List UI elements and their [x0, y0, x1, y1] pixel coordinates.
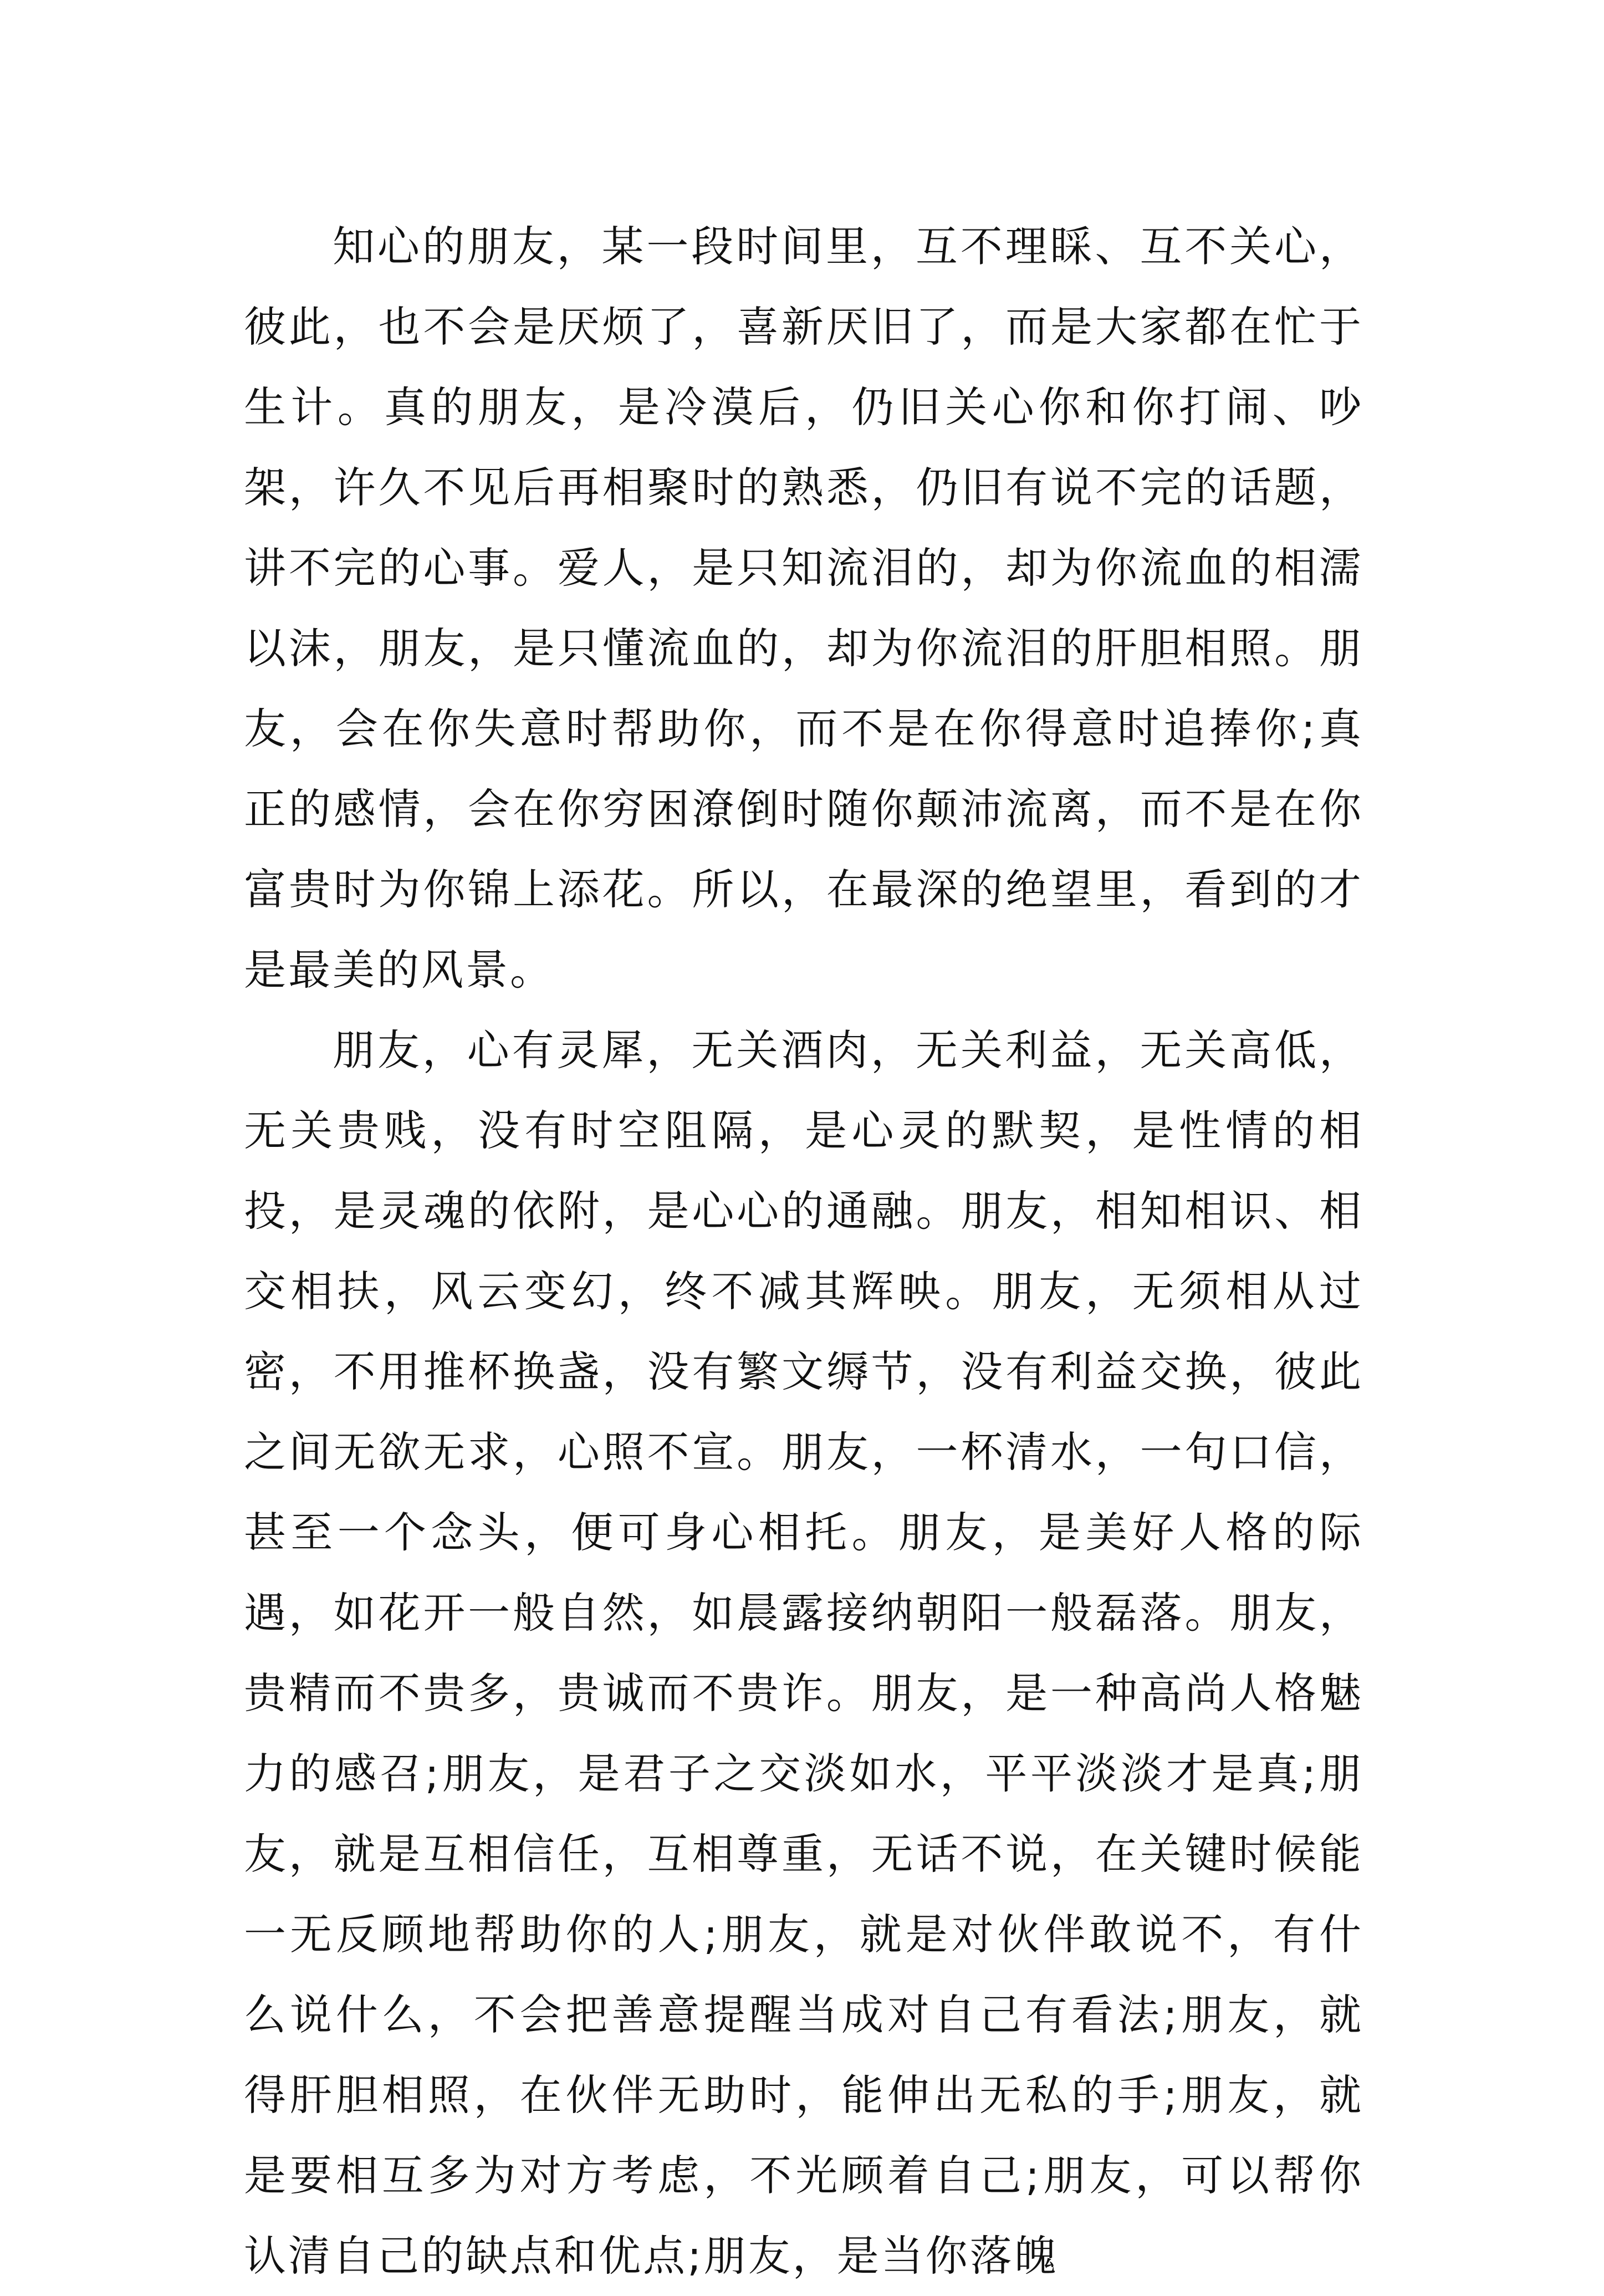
- paragraph-2: 朋友，心有灵犀，无关酒肉，无关利益，无关高低，无关贵贱，没有时空阻隔，是心灵的默契，是性情的相投，是灵魂的依附，是心心的通融。朋友，相知相识、相交相扶，风云变幻，终不减其辉映。朋友，无须相从过密，不用推杯换盏，没有繁文缛节，没有利益交换，彼此之间无欲无求，心照不宣。朋友，一杯清水，一句口信，甚至一个念头，便可身心相托。朋友，是美好人格的际遇，如花开一般自然，如晨露接纳朝阳一般磊落。朋友，贵精而不贵多，贵诚而不贵诈。朋友，是一种高尚人格魅力的感召;朋友，是君子之交淡如水，平平淡淡才是真;朋友，就是互相信任，互相尊重，无话不说，在关键时候能一无反顾地帮助你的人;朋友，就是对伙伴敢说不，有什么说什么，不会把善意提醒当成对自己有看法;朋友，就得肝胆相照，在伙伴无助时，能伸出无私的手;朋友，就是要相互多为对方考虑，不光顾着自己;朋友，可以帮你认清自己的缺点和优点;朋友，是当你落魄: [244, 1025, 1363, 2280]
- body-text: [244, 206, 1363, 2296]
- paragraph-1: 知心的朋友，某一段时间里，互不理睬、互不关心，彼此，也不会是厌烦了，喜新厌旧了，而是大家都在忙于生计。真的朋友，是冷漠后，仍旧关心你和你打闹、吵架，许久不见后再相聚时的熟悉，仍旧有说不完的话题，讲不完的心事。爱人，是只知流泪的，却为你流血的相濡以沫，朋友，是只懂流血的，却为你流泪的肝胆相照。朋友，会在你失意时帮助你，而不是在你得意时追捧你;真正的感情，会在你穷困潦倒时随你颠沛流离，而不是在你富贵时为你锦上添花。所以，在最深的绝望里，看到的才是最美的风景。: [244, 222, 1363, 994]
